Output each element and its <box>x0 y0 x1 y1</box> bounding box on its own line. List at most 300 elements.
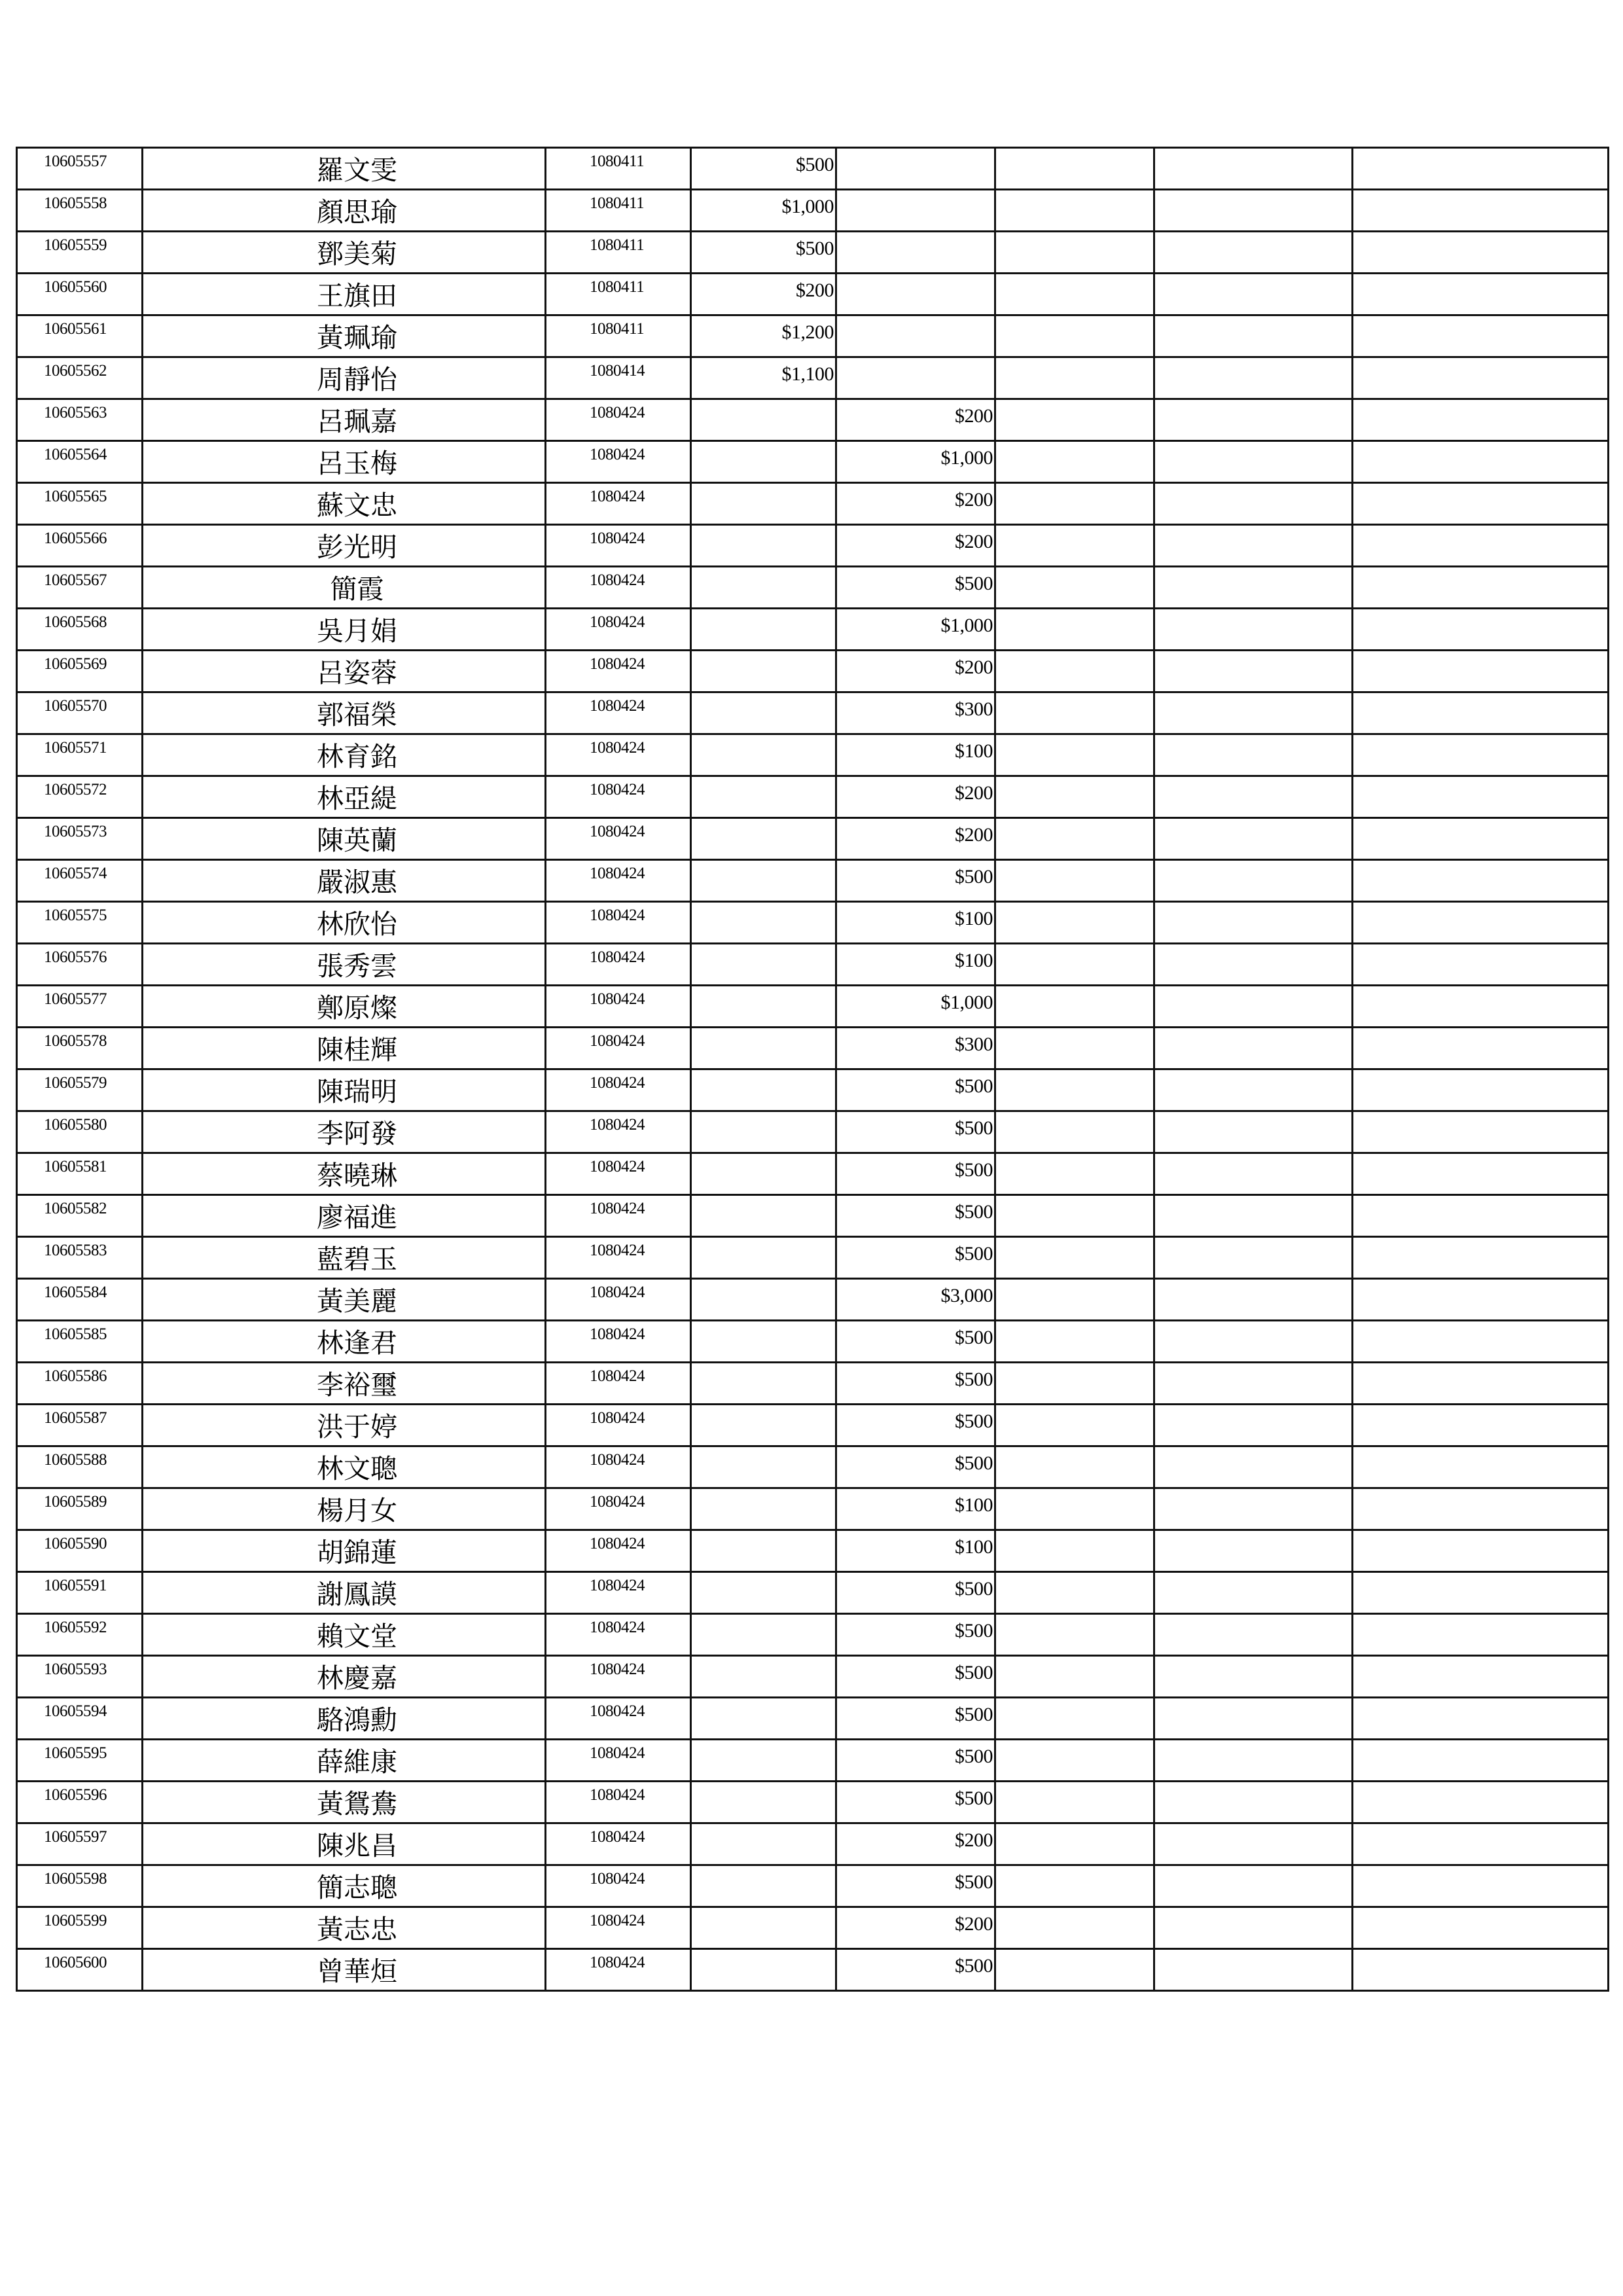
empty-cell <box>1353 1907 1609 1949</box>
receipt-number: 10605570 <box>17 692 143 734</box>
empty-cell <box>1154 441 1353 483</box>
amount-first: $1,000 <box>691 190 836 232</box>
empty-cell <box>995 1530 1154 1572</box>
empty-cell <box>1154 1195 1353 1237</box>
amount-first <box>691 1028 836 1069</box>
table-row <box>17 734 1609 776</box>
empty-cell <box>995 1823 1154 1865</box>
empty-cell <box>1353 1321 1609 1363</box>
receipt-number: 10605589 <box>17 1488 143 1530</box>
receipt-number: 10605597 <box>17 1823 143 1865</box>
empty-cell <box>995 860 1154 902</box>
empty-cell <box>1154 1949 1353 1991</box>
amount-first <box>691 1069 836 1111</box>
receipt-number: 10605561 <box>17 315 143 357</box>
receipt-number: 10605584 <box>17 1279 143 1321</box>
amount-second: $200 <box>836 1823 995 1865</box>
receipt-number: 10605595 <box>17 1740 143 1782</box>
receipt-number: 10605557 <box>17 148 143 190</box>
amount-first: $1,100 <box>691 357 836 399</box>
donor-name: 吳月娟 <box>143 609 546 651</box>
donor-name: 林亞緹 <box>143 776 546 818</box>
amount-first <box>691 1363 836 1405</box>
empty-cell <box>1353 818 1609 860</box>
empty-cell <box>1154 1614 1353 1656</box>
receipt-number: 10605566 <box>17 525 143 567</box>
donation-date: 1080424 <box>546 692 691 734</box>
table-row <box>17 1195 1609 1237</box>
empty-cell <box>1154 1279 1353 1321</box>
donation-date: 1080424 <box>546 609 691 651</box>
empty-cell <box>995 1614 1154 1656</box>
amount-first <box>691 944 836 986</box>
empty-cell <box>1154 1865 1353 1907</box>
amount-second: $200 <box>836 818 995 860</box>
empty-cell <box>1353 944 1609 986</box>
amount-first <box>691 776 836 818</box>
amount-second: $200 <box>836 399 995 441</box>
table-row <box>17 1321 1609 1363</box>
empty-cell <box>1353 1069 1609 1111</box>
donation-date: 1080424 <box>546 1740 691 1782</box>
table-row <box>17 1530 1609 1572</box>
donor-name: 賴文堂 <box>143 1614 546 1656</box>
empty-cell <box>1154 1069 1353 1111</box>
donation-date: 1080424 <box>546 651 691 692</box>
amount-first <box>691 1279 836 1321</box>
table-row <box>17 441 1609 483</box>
receipt-number: 10605586 <box>17 1363 143 1405</box>
donation-date: 1080424 <box>546 776 691 818</box>
amount-first <box>691 1698 836 1740</box>
receipt-number: 10605587 <box>17 1405 143 1446</box>
donation-date: 1080424 <box>546 1195 691 1237</box>
receipt-number: 10605564 <box>17 441 143 483</box>
amount-second: $300 <box>836 692 995 734</box>
amount-first <box>691 399 836 441</box>
empty-cell <box>1154 776 1353 818</box>
receipt-number: 10605565 <box>17 483 143 525</box>
donor-name: 陳兆昌 <box>143 1823 546 1865</box>
donation-date: 1080424 <box>546 1865 691 1907</box>
empty-cell <box>995 148 1154 190</box>
donor-name: 黃美麗 <box>143 1279 546 1321</box>
donor-name: 顏思瑜 <box>143 190 546 232</box>
table-row <box>17 274 1609 315</box>
donor-name: 周靜怡 <box>143 357 546 399</box>
empty-cell <box>995 818 1154 860</box>
donor-name: 楊月女 <box>143 1488 546 1530</box>
receipt-number: 10605559 <box>17 232 143 274</box>
donor-name: 李阿發 <box>143 1111 546 1153</box>
donation-date: 1080424 <box>546 441 691 483</box>
donor-name: 廖福進 <box>143 1195 546 1237</box>
amount-second: $100 <box>836 944 995 986</box>
table-row <box>17 1446 1609 1488</box>
empty-cell <box>1353 1446 1609 1488</box>
donation-date: 1080424 <box>546 1069 691 1111</box>
amount-second: $500 <box>836 1865 995 1907</box>
empty-cell <box>995 525 1154 567</box>
empty-cell <box>1353 232 1609 274</box>
amount-second <box>836 232 995 274</box>
empty-cell <box>995 1237 1154 1279</box>
empty-cell <box>1154 860 1353 902</box>
amount-second: $200 <box>836 483 995 525</box>
amount-first <box>691 1195 836 1237</box>
empty-cell <box>995 1195 1154 1237</box>
donation-date: 1080424 <box>546 1823 691 1865</box>
amount-first <box>691 902 836 944</box>
empty-cell <box>1353 1153 1609 1195</box>
amount-second: $300 <box>836 1028 995 1069</box>
table-row <box>17 1865 1609 1907</box>
receipt-number: 10605574 <box>17 860 143 902</box>
receipt-number: 10605571 <box>17 734 143 776</box>
donation-date: 1080424 <box>546 1363 691 1405</box>
table-row <box>17 1698 1609 1740</box>
donation-date: 1080424 <box>546 734 691 776</box>
donor-name: 曾華烜 <box>143 1949 546 1991</box>
table-row <box>17 1656 1609 1698</box>
donation-date: 1080424 <box>546 1656 691 1698</box>
amount-second: $100 <box>836 734 995 776</box>
empty-cell <box>1353 1279 1609 1321</box>
donor-name: 張秀雲 <box>143 944 546 986</box>
table-row <box>17 1823 1609 1865</box>
donation-date: 1080424 <box>546 1530 691 1572</box>
empty-cell <box>1154 734 1353 776</box>
empty-cell <box>1154 1488 1353 1530</box>
donation-date: 1080424 <box>546 525 691 567</box>
amount-second: $500 <box>836 1698 995 1740</box>
empty-cell <box>1154 1321 1353 1363</box>
empty-cell <box>1353 1698 1609 1740</box>
receipt-number: 10605596 <box>17 1782 143 1823</box>
empty-cell <box>995 692 1154 734</box>
empty-cell <box>995 1405 1154 1446</box>
amount-first <box>691 860 836 902</box>
empty-cell <box>995 1656 1154 1698</box>
donation-date: 1080424 <box>546 1237 691 1279</box>
donor-name: 陳瑞明 <box>143 1069 546 1111</box>
donation-date: 1080424 <box>546 1572 691 1614</box>
donation-date: 1080424 <box>546 483 691 525</box>
empty-cell <box>1154 274 1353 315</box>
amount-first <box>691 1153 836 1195</box>
empty-cell <box>995 986 1154 1028</box>
donation-date: 1080424 <box>546 944 691 986</box>
amount-second: $200 <box>836 776 995 818</box>
amount-second: $500 <box>836 1614 995 1656</box>
amount-first <box>691 1614 836 1656</box>
table-row <box>17 1153 1609 1195</box>
table-row <box>17 1405 1609 1446</box>
empty-cell <box>1353 567 1609 609</box>
donation-date: 1080424 <box>546 1907 691 1949</box>
receipt-number: 10605567 <box>17 567 143 609</box>
empty-cell <box>995 1572 1154 1614</box>
amount-first <box>691 483 836 525</box>
empty-cell <box>1154 902 1353 944</box>
amount-second: $100 <box>836 1488 995 1530</box>
amount-first <box>691 651 836 692</box>
amount-first <box>691 1865 836 1907</box>
amount-first: $500 <box>691 232 836 274</box>
amount-second: $500 <box>836 567 995 609</box>
amount-second: $500 <box>836 1069 995 1111</box>
donation-date: 1080411 <box>546 190 691 232</box>
empty-cell <box>1353 1237 1609 1279</box>
donation-date: 1080411 <box>546 232 691 274</box>
amount-second: $500 <box>836 1153 995 1195</box>
donor-name: 簡志聰 <box>143 1865 546 1907</box>
empty-cell <box>1353 148 1609 190</box>
empty-cell <box>1353 1572 1609 1614</box>
empty-cell <box>1154 399 1353 441</box>
amount-second: $100 <box>836 1530 995 1572</box>
donor-name: 林育銘 <box>143 734 546 776</box>
receipt-number: 10605581 <box>17 1153 143 1195</box>
table-row <box>17 357 1609 399</box>
empty-cell <box>1353 1363 1609 1405</box>
table-row <box>17 1488 1609 1530</box>
donor-name: 胡錦蓮 <box>143 1530 546 1572</box>
empty-cell <box>1353 609 1609 651</box>
amount-second: $500 <box>836 1321 995 1363</box>
donation-date: 1080424 <box>546 1446 691 1488</box>
empty-cell <box>1353 1782 1609 1823</box>
amount-second: $3,000 <box>836 1279 995 1321</box>
amount-second: $500 <box>836 1740 995 1782</box>
amount-first: $1,200 <box>691 315 836 357</box>
empty-cell <box>995 315 1154 357</box>
donation-date: 1080424 <box>546 1028 691 1069</box>
table-row <box>17 902 1609 944</box>
amount-second: $500 <box>836 1195 995 1237</box>
amount-first <box>691 525 836 567</box>
empty-cell <box>995 274 1154 315</box>
table-row <box>17 483 1609 525</box>
receipt-number: 10605563 <box>17 399 143 441</box>
empty-cell <box>995 1028 1154 1069</box>
donor-name: 鄭原燦 <box>143 986 546 1028</box>
table-row <box>17 609 1609 651</box>
receipt-number: 10605593 <box>17 1656 143 1698</box>
table-row <box>17 651 1609 692</box>
empty-cell <box>1353 190 1609 232</box>
table-row <box>17 818 1609 860</box>
donor-name: 黃志忠 <box>143 1907 546 1949</box>
empty-cell <box>995 651 1154 692</box>
empty-cell <box>1353 1195 1609 1237</box>
receipt-number: 10605585 <box>17 1321 143 1363</box>
empty-cell <box>1353 274 1609 315</box>
table-row <box>17 776 1609 818</box>
empty-cell <box>1154 1153 1353 1195</box>
empty-cell <box>1154 1698 1353 1740</box>
donor-name: 陳英蘭 <box>143 818 546 860</box>
amount-first <box>691 734 836 776</box>
empty-cell <box>1353 1740 1609 1782</box>
amount-first <box>691 1111 836 1153</box>
empty-cell <box>1154 1237 1353 1279</box>
empty-cell <box>1353 1530 1609 1572</box>
receipt-number: 10605577 <box>17 986 143 1028</box>
donor-name: 郭福榮 <box>143 692 546 734</box>
empty-cell <box>995 190 1154 232</box>
amount-second: $500 <box>836 1405 995 1446</box>
empty-cell <box>1154 944 1353 986</box>
empty-cell <box>1154 1363 1353 1405</box>
empty-cell <box>995 441 1154 483</box>
empty-cell <box>995 1363 1154 1405</box>
receipt-number: 10605592 <box>17 1614 143 1656</box>
empty-cell <box>1353 1614 1609 1656</box>
amount-second: $500 <box>836 1446 995 1488</box>
amount-first <box>691 1949 836 1991</box>
table-row <box>17 525 1609 567</box>
donation-date: 1080424 <box>546 1153 691 1195</box>
table-row <box>17 1237 1609 1279</box>
empty-cell <box>1353 1405 1609 1446</box>
receipt-number: 10605599 <box>17 1907 143 1949</box>
amount-second: $200 <box>836 1907 995 1949</box>
empty-cell <box>1154 315 1353 357</box>
empty-cell <box>1154 1656 1353 1698</box>
amount-first <box>691 692 836 734</box>
donor-name: 洪于婷 <box>143 1405 546 1446</box>
donation-date: 1080424 <box>546 818 691 860</box>
receipt-number: 10605600 <box>17 1949 143 1991</box>
empty-cell <box>1154 609 1353 651</box>
empty-cell <box>995 1488 1154 1530</box>
table-row <box>17 944 1609 986</box>
empty-cell <box>1353 399 1609 441</box>
empty-cell <box>995 483 1154 525</box>
table-row <box>17 148 1609 190</box>
amount-first <box>691 1446 836 1488</box>
empty-cell <box>1154 1572 1353 1614</box>
donation-date: 1080424 <box>546 860 691 902</box>
amount-second <box>836 357 995 399</box>
amount-second: $500 <box>836 1363 995 1405</box>
empty-cell <box>995 776 1154 818</box>
empty-cell <box>1353 315 1609 357</box>
empty-cell <box>1154 190 1353 232</box>
receipt-number: 10605579 <box>17 1069 143 1111</box>
empty-cell <box>1154 1740 1353 1782</box>
receipt-number: 10605583 <box>17 1237 143 1279</box>
donor-name: 蘇文忠 <box>143 483 546 525</box>
receipt-number: 10605569 <box>17 651 143 692</box>
donation-date: 1080424 <box>546 1111 691 1153</box>
amount-first <box>691 1405 836 1446</box>
empty-cell <box>1353 483 1609 525</box>
amount-first <box>691 1572 836 1614</box>
amount-first <box>691 609 836 651</box>
donation-date: 1080424 <box>546 1949 691 1991</box>
amount-second <box>836 274 995 315</box>
donor-name: 嚴淑惠 <box>143 860 546 902</box>
receipt-number: 10605594 <box>17 1698 143 1740</box>
amount-first <box>691 567 836 609</box>
amount-second: $500 <box>836 1949 995 1991</box>
table-row <box>17 1028 1609 1069</box>
table-row <box>17 232 1609 274</box>
amount-first <box>691 1782 836 1823</box>
donation-date: 1080424 <box>546 1698 691 1740</box>
receipt-number: 10605558 <box>17 190 143 232</box>
receipt-number: 10605578 <box>17 1028 143 1069</box>
table-row <box>17 1279 1609 1321</box>
empty-cell <box>1353 734 1609 776</box>
receipt-number: 10605576 <box>17 944 143 986</box>
amount-second: $100 <box>836 902 995 944</box>
donor-name: 林逢君 <box>143 1321 546 1363</box>
donation-date: 1080411 <box>546 274 691 315</box>
empty-cell <box>995 609 1154 651</box>
empty-cell <box>1353 1488 1609 1530</box>
amount-second: $500 <box>836 1111 995 1153</box>
empty-cell <box>995 1740 1154 1782</box>
amount-first <box>691 1530 836 1572</box>
empty-cell <box>1353 692 1609 734</box>
empty-cell <box>1353 902 1609 944</box>
empty-cell <box>1154 651 1353 692</box>
receipt-number: 10605568 <box>17 609 143 651</box>
donor-name: 林文聰 <box>143 1446 546 1488</box>
empty-cell <box>1353 1865 1609 1907</box>
receipt-number: 10605575 <box>17 902 143 944</box>
amount-second: $1,000 <box>836 986 995 1028</box>
receipt-number: 10605588 <box>17 1446 143 1488</box>
empty-cell <box>1353 525 1609 567</box>
table-row <box>17 1069 1609 1111</box>
empty-cell <box>1154 483 1353 525</box>
donation-date: 1080424 <box>546 1321 691 1363</box>
amount-first <box>691 441 836 483</box>
table-row <box>17 1363 1609 1405</box>
donation-date: 1080424 <box>546 399 691 441</box>
donor-name: 彭光明 <box>143 525 546 567</box>
donor-name: 王旗田 <box>143 274 546 315</box>
donor-name: 李裕璽 <box>143 1363 546 1405</box>
empty-cell <box>1353 1949 1609 1991</box>
receipt-number: 10605582 <box>17 1195 143 1237</box>
donor-name: 駱鴻勳 <box>143 1698 546 1740</box>
amount-second: $500 <box>836 1237 995 1279</box>
empty-cell <box>1353 441 1609 483</box>
donor-name: 黃珮瑜 <box>143 315 546 357</box>
table-row <box>17 567 1609 609</box>
receipt-number: 10605590 <box>17 1530 143 1572</box>
empty-cell <box>1353 1656 1609 1698</box>
donation-date: 1080424 <box>546 567 691 609</box>
amount-second: $500 <box>836 860 995 902</box>
empty-cell <box>995 1069 1154 1111</box>
empty-cell <box>995 567 1154 609</box>
donor-name: 羅文雯 <box>143 148 546 190</box>
donor-name: 林慶嘉 <box>143 1656 546 1698</box>
empty-cell <box>995 944 1154 986</box>
amount-first: $200 <box>691 274 836 315</box>
donation-date: 1080424 <box>546 1782 691 1823</box>
table-row <box>17 1111 1609 1153</box>
ledger-body <box>17 148 1609 1991</box>
amount-first <box>691 1823 836 1865</box>
table-row <box>17 986 1609 1028</box>
